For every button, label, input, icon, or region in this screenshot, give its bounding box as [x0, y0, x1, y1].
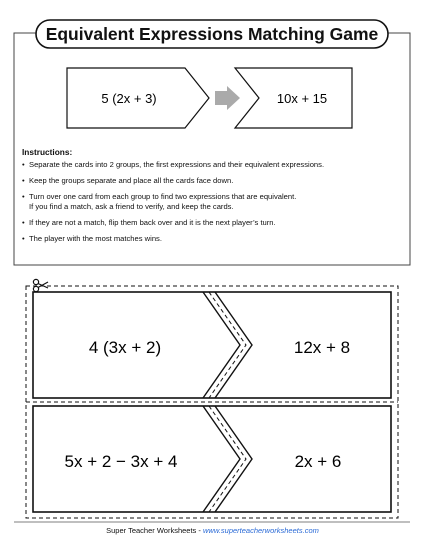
page-title: Equivalent Expressions Matching Game: [45, 24, 379, 44]
instruction-text: • The player with the most matches wins.: [29, 234, 162, 243]
card-2-right-expression: 2x + 6: [294, 452, 342, 471]
instruction-item: [22, 218, 408, 228]
footer-separator: -: [196, 526, 203, 535]
instructions-list: [22, 160, 408, 244]
instruction-text-continued: If you find a match, ask a friend to verify, and keep the cards.: [29, 202, 234, 211]
instructions-heading: Instructions:: [22, 147, 73, 157]
instructions-section: [22, 147, 408, 250]
card-1-right-expression: 12x + 8: [293, 338, 351, 357]
footer: [0, 526, 425, 535]
instruction-item: [22, 160, 408, 170]
instruction-text: • Keep the groups separate and place all the cards face down.: [29, 176, 234, 185]
instruction-text: • Separate the cards into 2 groups, the first expressions and their equivalent expressions.: [29, 160, 325, 169]
instruction-text: • If they are not a match, flip them back over and it is the next player’s turn.: [29, 218, 276, 227]
example-left-expression: 5 (2x + 3): [101, 91, 157, 106]
instruction-item: [22, 192, 408, 212]
arrow-right-icon: [215, 86, 240, 110]
example-right-expression: 10x + 15: [276, 91, 328, 106]
footer-url-link[interactable]: www.superteacherworksheets.com: [202, 526, 319, 535]
card-2-left-expression: 5x + 2 − 3x + 4: [64, 452, 178, 471]
instruction-item: [22, 176, 408, 186]
instruction-item: [22, 234, 408, 244]
card-1-left-expression: 4 (3x + 2): [88, 338, 162, 357]
instruction-text: • Turn over one card from each group to find two expressions that are equivalent.: [29, 192, 297, 201]
footer-site-name: Super Teacher Worksheets: [106, 526, 197, 535]
